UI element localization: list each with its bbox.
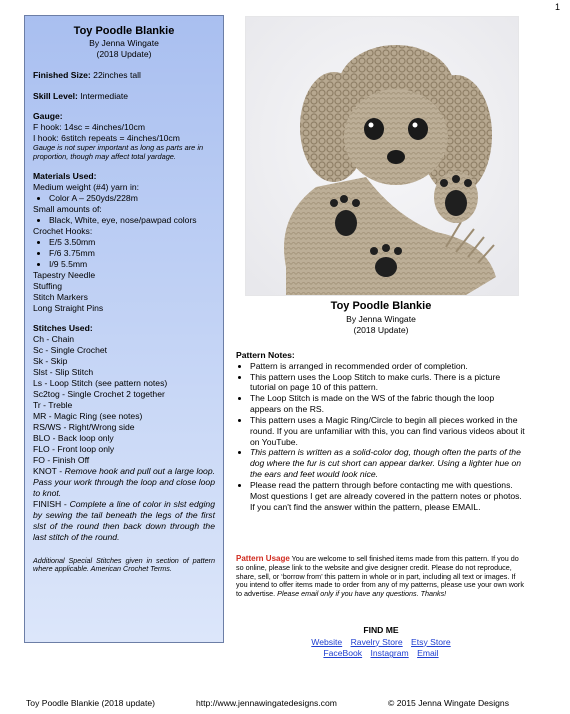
material-item: Long Straight Pins: [33, 302, 104, 313]
stitch-item: BLO - Back loop only: [33, 432, 114, 443]
find-me-heading: FIND ME: [363, 625, 399, 635]
sidebar-panel: [24, 15, 224, 643]
stitch-item: FLO - Front loop only: [33, 443, 115, 454]
poodle-photo: [245, 16, 519, 296]
knot-label: KNOT -: [33, 465, 65, 476]
yarn-intro: Medium weight (#4) yarn in:: [33, 181, 140, 192]
stitch-item: Sc - Single Crochet: [33, 344, 108, 355]
stitch-item: Slst - Slip Stitch: [33, 366, 94, 377]
small-amounts-list: [33, 215, 215, 226]
stitches-heading: Stitches Used:: [33, 322, 93, 333]
email-link[interactable]: Email: [417, 648, 439, 659]
sidebar-title: Toy Poodle Blankie: [73, 25, 175, 37]
stitch-item: MR - Magic Ring (see notes): [33, 410, 143, 421]
list-item: • This pattern uses the Loop Stitch to make curls. There is a picture tutorial on page 10 of this pattern.: [250, 372, 526, 394]
small-amounts: Small amounts of:: [33, 203, 102, 214]
pattern-update: (2018 Update): [353, 325, 409, 335]
list-item: • F/6 3.75mm: [49, 248, 215, 259]
material-item: Stitch Markers: [33, 291, 88, 302]
pattern-usage-italic: Please email only if you have any questions. Thanks!: [277, 589, 447, 599]
poodle-illustration: [246, 17, 518, 295]
find-me-links-row: [234, 648, 528, 660]
skill-level: [33, 91, 215, 102]
list-item: • I/9 5.5mm: [49, 259, 215, 270]
list-item: • The Loop Stitch is made on the WS of the fabric though the loop appears on the RS.: [250, 393, 526, 415]
knot-stitch: [33, 466, 215, 499]
stitch-item: Ls - Loop Stitch (see pattern notes): [33, 377, 168, 388]
list-item: • This pattern uses a Magic Ring/Circle to begin all pieces worked in the round. If you are unfamiliar with this, you can find various videos about it on YouTube.: [250, 415, 526, 447]
list-item: • E/5 3.50mm: [49, 237, 215, 248]
knot-text: Remove hook and pull out a large loop. Pass your work through the loop and close loop to knot.: [33, 465, 215, 498]
list-item: [250, 447, 526, 479]
gauge-line: I hook: 6stitch repeats = 4inches/10cm: [33, 133, 180, 144]
footer-copyright: © 2015 Jenna Wingate Designs: [388, 698, 509, 708]
pattern-usage-label: Pattern Usage: [236, 554, 290, 563]
website-link[interactable]: Website: [311, 636, 343, 647]
page-number: 1: [554, 2, 560, 12]
finished-size-value: 22inches tall: [90, 70, 141, 81]
yarn-list: [33, 193, 215, 204]
stitch-item: FO - Finish Off: [33, 454, 90, 465]
pattern-notes-list: [236, 361, 526, 513]
pattern-usage: [236, 554, 526, 599]
footer-title: Toy Poodle Blankie (2018 update): [26, 698, 155, 708]
ravelry-store-link[interactable]: Ravelry Store: [350, 636, 403, 647]
find-me-section: [234, 625, 528, 660]
list-item: • Please read the pattern through before contacting me with questions. Most questions I get are already covered in the pattern notes or photos. If you can't find the answer within the pattern, please EMAIL.: [250, 480, 526, 512]
pattern-usage-text: You are welcome to sell finished items made from this pattern. If you do so online, please link to the website and give designer credit. Please do not reproduce, share, sell, or ‘borrow from’ this pattern in whole or in part, including all text or images. If you intend to offer items made to order from any of my patterns, please use your own work to advertise.: [236, 554, 524, 599]
pattern-title: Toy Poodle Blankie: [330, 300, 432, 312]
pattern-notes: [236, 350, 526, 512]
find-me-links-row: [234, 637, 528, 649]
finish-text: Complete a line of color in slst edging by sewing the tail beneath the legs of the first slst of the round then back down through the last stitch of the round.: [33, 498, 215, 542]
stitch-item: Sk - Skip: [33, 355, 68, 366]
list-item: • Black, White, eye, nose/pawpad colors: [49, 215, 215, 226]
stitch-item: RS/WS - Right/Wrong side: [33, 421, 135, 432]
list-item: • Color A – 250yds/228m: [49, 193, 215, 204]
finished-size: [33, 70, 215, 81]
etsy-store-link[interactable]: Etsy Store: [411, 636, 451, 647]
gauge-note: Gauge is not super important as long as parts are in proportion, though may affect total yardage.: [33, 143, 204, 161]
pattern-author: By Jenna Wingate: [346, 314, 416, 324]
material-item: Stuffing: [33, 280, 62, 291]
materials-heading: Materials Used:: [33, 170, 97, 181]
list-item: • Pattern is arranged in recommended order of completion.: [250, 361, 526, 372]
skill-value: Intermediate: [77, 91, 129, 102]
hooks-list: [33, 237, 215, 270]
sidebar-update: (2018 Update): [96, 49, 152, 60]
pattern-byline: [234, 314, 528, 336]
sidebar-author: By Jenna Wingate: [89, 38, 159, 49]
pattern-notes-heading: Pattern Notes:: [236, 350, 295, 360]
skill-label: Skill Level:: [33, 91, 78, 102]
gauge-heading: Gauge:: [33, 111, 63, 122]
footer-website: http://www.jennawingatedesigns.com: [196, 698, 337, 708]
stitch-item: Sc2tog - Single Crochet 2 together: [33, 388, 165, 399]
finish-stitch: [33, 499, 215, 543]
hooks-heading: Crochet Hooks:: [33, 225, 93, 236]
sidebar-footnote: Additional Special Stitches given in section of pattern where applicable. American Crochet Terms.: [33, 555, 215, 574]
stitch-item: Tr - Treble: [33, 399, 73, 410]
material-item: Tapestry Needle: [33, 269, 96, 280]
finished-size-label: Finished Size:: [33, 70, 91, 81]
finish-label: FINISH -: [33, 498, 70, 509]
gauge-line: F hook: 14sc = 4inches/10cm: [33, 122, 146, 133]
stitch-item: Ch - Chain: [33, 333, 75, 344]
instagram-link[interactable]: Instagram: [370, 648, 409, 659]
italic-note: This pattern is written as a solid-color dog, though often the parts of the dog where the fur is cut short can appear darker. Using a lighter hue on the ears and feet would look nice.: [250, 447, 522, 480]
facebook-link[interactable]: FaceBook: [323, 648, 363, 659]
